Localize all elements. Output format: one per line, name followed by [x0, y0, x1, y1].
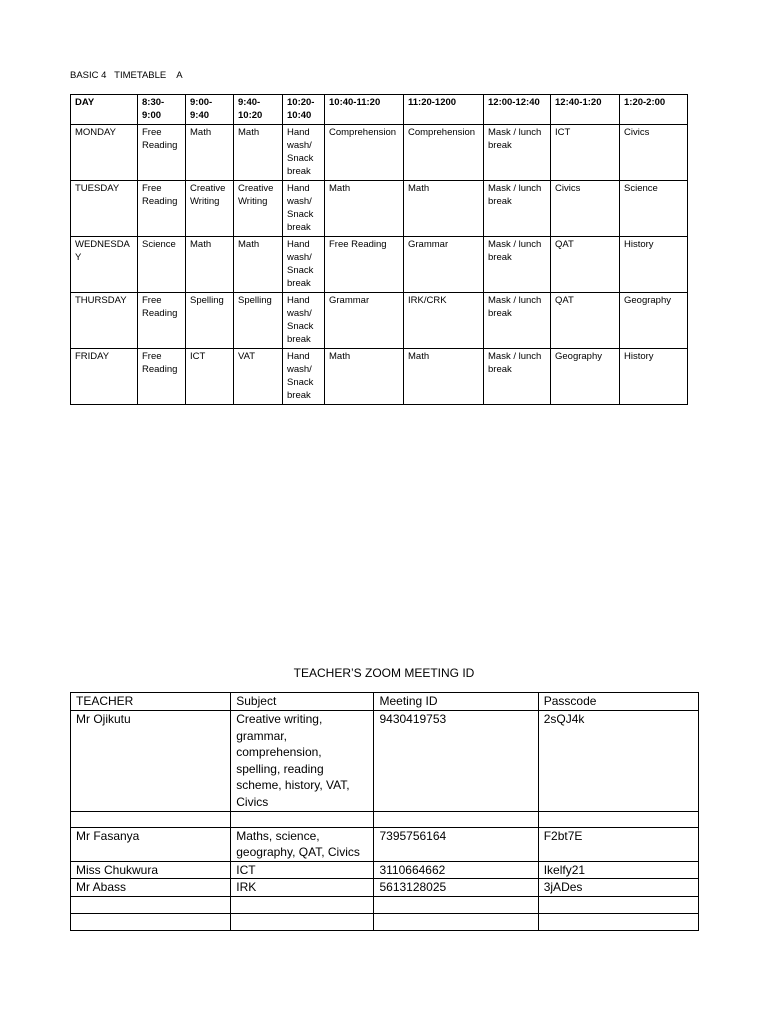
header-period-3: 9:40-10:20 — [234, 95, 283, 125]
subject-cell: Civics — [620, 125, 688, 181]
header-period-6: 11:20-1200 — [404, 95, 484, 125]
subject-cell: Geography — [551, 349, 620, 405]
header-period-2: 9:00-9:40 — [186, 95, 234, 125]
subject-cell: Math — [234, 125, 283, 181]
passcode-cell — [538, 913, 698, 930]
subject-cell: Geography — [620, 293, 688, 349]
subject-cell: Spelling — [186, 293, 234, 349]
subject-cell: Mask / lunch break — [484, 237, 551, 293]
subject-cell: Math — [404, 349, 484, 405]
passcode-cell: 3jADes — [538, 879, 698, 897]
subject-cell: Creative writing, grammar, comprehension, spelling, reading scheme, history, VAT, Civics — [231, 711, 374, 812]
teacher-cell: Miss Chukwura — [71, 861, 231, 879]
header-period-8: 12:40-1:20 — [551, 95, 620, 125]
subject-cell: Grammar — [325, 293, 404, 349]
timetable-row-monday — [71, 125, 688, 181]
subject-cell: Science — [138, 237, 186, 293]
subject-cell: Hand wash/ Snack break — [283, 181, 325, 237]
teacher-cell — [71, 811, 231, 827]
zoom-row — [71, 811, 699, 827]
subject-cell: Mask / lunch break — [484, 125, 551, 181]
subject-cell: Math — [186, 125, 234, 181]
timetable-row-wednesday — [71, 237, 688, 293]
header-subject: Subject — [231, 693, 374, 711]
zoom-row — [71, 879, 699, 897]
passcode-cell: 2sQJ4k — [538, 711, 698, 812]
subject-cell: Hand wash/ Snack break — [283, 237, 325, 293]
teacher-cell — [71, 896, 231, 913]
subject-cell: VAT — [234, 349, 283, 405]
timetable-row-tuesday — [71, 181, 688, 237]
subject-cell: Spelling — [234, 293, 283, 349]
header-period-4: 10:20-10:40 — [283, 95, 325, 125]
meeting-id-cell: 5613128025 — [374, 879, 538, 897]
subject-cell: Mask / lunch break — [484, 181, 551, 237]
timetable-heading: BASIC 4 TIMETABLE A — [70, 70, 183, 81]
header-period-9: 1:20-2:00 — [620, 95, 688, 125]
header-period-1: 8:30-9:00 — [138, 95, 186, 125]
meeting-id-cell: 3110664662 — [374, 861, 538, 879]
passcode-cell: F2bt7E — [538, 827, 698, 861]
meeting-id-cell — [374, 913, 538, 930]
subject-cell: QAT — [551, 237, 620, 293]
subject-cell: Creative Writing — [234, 181, 283, 237]
header-teacher: TEACHER — [71, 693, 231, 711]
subject-cell: Hand wash/ Snack break — [283, 125, 325, 181]
subject-cell: Free Reading — [138, 293, 186, 349]
subject-cell: QAT — [551, 293, 620, 349]
header-period-5: 10:40-11:20 — [325, 95, 404, 125]
subject-cell: Free Reading — [138, 181, 186, 237]
timetable-header-row — [71, 95, 688, 125]
header-meeting-id: Meeting ID — [374, 693, 538, 711]
subject-cell: History — [620, 237, 688, 293]
subject-cell: Science — [620, 181, 688, 237]
subject-cell: Creative Writing — [186, 181, 234, 237]
day-cell: THURSDAY — [71, 293, 138, 349]
header-period-7: 12:00-12:40 — [484, 95, 551, 125]
zoom-row — [71, 896, 699, 913]
day-cell: FRIDAY — [71, 349, 138, 405]
subject-cell: Civics — [551, 181, 620, 237]
subject-cell: ICT — [186, 349, 234, 405]
subject-cell: Math — [325, 181, 404, 237]
subject-cell: Free Reading — [138, 349, 186, 405]
meeting-id-cell — [374, 811, 538, 827]
timetable-row-friday — [71, 349, 688, 405]
header-passcode: Passcode — [538, 693, 698, 711]
subject-cell: Mask / lunch break — [484, 293, 551, 349]
header-day: DAY — [71, 95, 138, 125]
teacher-cell — [71, 913, 231, 930]
subject-cell: Mask / lunch break — [484, 349, 551, 405]
day-cell: MONDAY — [71, 125, 138, 181]
subject-cell: Comprehension — [404, 125, 484, 181]
day-cell: TUESDAY — [71, 181, 138, 237]
subject-cell — [231, 896, 374, 913]
meeting-id-cell: 7395756164 — [374, 827, 538, 861]
day-cell: WEDNESDAY — [71, 237, 138, 293]
passcode-cell: Ikelfy21 — [538, 861, 698, 879]
subject-cell: Math — [234, 237, 283, 293]
subject-cell: Math — [186, 237, 234, 293]
meeting-id-cell: 9430419753 — [374, 711, 538, 812]
zoom-row — [71, 827, 699, 861]
teacher-cell: Mr Fasanya — [71, 827, 231, 861]
subject-cell: History — [620, 349, 688, 405]
timetable — [70, 94, 688, 405]
subject-cell — [231, 913, 374, 930]
subject-cell: Comprehension — [325, 125, 404, 181]
subject-cell: Hand wash/ Snack break — [283, 349, 325, 405]
timetable-row-thursday — [71, 293, 688, 349]
teacher-cell: Mr Ojikutu — [71, 711, 231, 812]
subject-cell: ICT — [231, 861, 374, 879]
zoom-row — [71, 913, 699, 930]
passcode-cell — [538, 896, 698, 913]
zoom-table-title: TEACHER’S ZOOM MEETING ID — [293, 666, 475, 680]
subject-cell: IRK — [231, 879, 374, 897]
teacher-cell: Mr Abass — [71, 879, 231, 897]
zoom-header-row — [71, 693, 699, 711]
meeting-id-cell — [374, 896, 538, 913]
subject-cell: Free Reading — [138, 125, 186, 181]
subject-cell: Math — [325, 349, 404, 405]
zoom-meeting-table — [70, 692, 699, 931]
subject-cell: Hand wash/ Snack break — [283, 293, 325, 349]
passcode-cell — [538, 811, 698, 827]
subject-cell: Maths, science, geography, QAT, Civics — [231, 827, 374, 861]
zoom-row — [71, 711, 699, 812]
subject-cell: Math — [404, 181, 484, 237]
subject-cell — [231, 811, 374, 827]
subject-cell: Grammar — [404, 237, 484, 293]
subject-cell: Free Reading — [325, 237, 404, 293]
zoom-row — [71, 861, 699, 879]
subject-cell: IRK/CRK — [404, 293, 484, 349]
subject-cell: ICT — [551, 125, 620, 181]
